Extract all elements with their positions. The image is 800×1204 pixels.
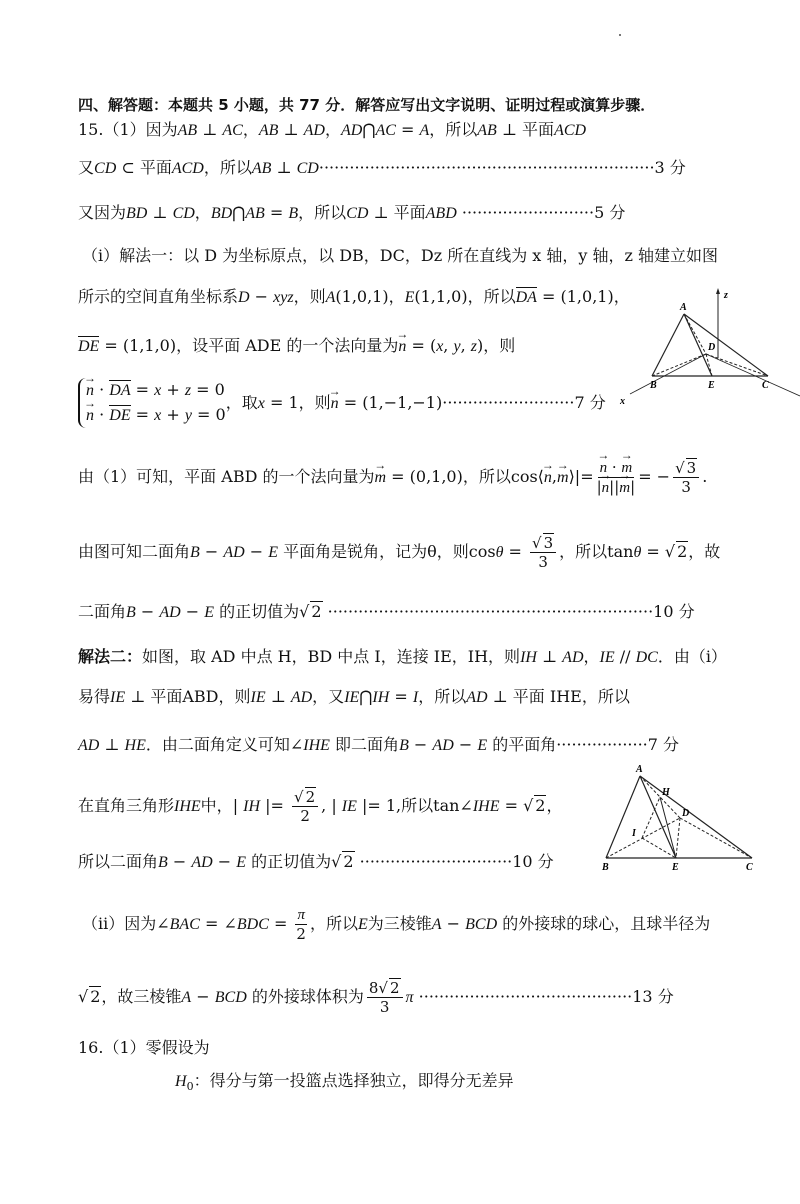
fig1-label-e: E — [708, 380, 715, 391]
section-heading: 四、解答题：本题共 5 小题，共 77 分．解答应写出文字说明、证明过程或演算步骤． — [78, 96, 656, 114]
q16-h0-line: $H_0$：得分与第一投篮点选择独立，即得分无差异 — [175, 1071, 514, 1094]
fig2-label-h: H — [662, 787, 670, 798]
fig2-label-d: D — [682, 808, 690, 819]
fig2-label-a: A — [636, 764, 643, 775]
q15-line2: 又CD ⊂ 平面ACD，所以AB ⊥ CD··································································3 分 — [78, 158, 686, 177]
q15-m2-line1: 解法二：如图，取 AD 中点 H，BD 中点 I，连接 IE，IH，则IH ⊥ AD，IE // DC．由（i） — [78, 647, 727, 666]
q15-tan-line: 二面角B − AD − E 的正切值为√ 2 ································································10 分 — [78, 602, 695, 621]
q16-line1: 16.（1）零假设为 — [78, 1038, 210, 1057]
fig2-label-i: I — [632, 828, 636, 839]
q15-so-line: 所以二面角B − AD − E 的正切值为√ 2 ······························10 分 — [78, 852, 554, 871]
q15-m2-line2: 易得IE ⊥ 平面ABD，则IE ⊥ AD，又IE⋂IH = I，所以AD ⊥ 平面 IHE，所以 — [78, 687, 630, 706]
fig1-label-z: z — [724, 290, 728, 301]
q15-i-line2: 所示的空间直角坐标系D − xyz，则A(1,0,1)，E(1,1,0)，所以DA = (1,0,1)， — [78, 287, 630, 306]
fig1-label-x: x — [620, 396, 625, 407]
tetrahedron-figure-2 — [596, 760, 760, 878]
q15-line3: 又因为BD ⊥ CD，BD⋂AB = B，所以CD ⊥ 平面ABD ··························5 分 — [78, 203, 626, 222]
q15-ii-line: （ii）因为∠BAC = ∠BDC = $\frac{\pi}{2}$ ，所以E为三棱锥A − BCD 的外接球的球心，且球半径为 — [82, 907, 711, 943]
tetrahedron-figure-1 — [612, 288, 800, 408]
fig1-label-a: A — [680, 302, 687, 313]
fig2-label-e: E — [672, 862, 679, 873]
q15-theta-line: 由图可知二面角B − AD − E 平面角是锐角，记为θ，则cosθ = $\frac{√ 3}{3}$ ，所以tanθ = √ 2，故 — [78, 534, 721, 571]
fig1-label-c: C — [762, 380, 769, 391]
q15-rt-line: 在直角三角形IHE中，| IH |= $\frac{√ 2}{2}$ , | IE |= 1,所以tan∠IHE = √ 2， — [78, 788, 563, 825]
q15-m2-line3: AD ⊥ HE．由二面角定义可知∠IHE 即二面角B − AD − E 的平面角··················7 分 — [78, 735, 680, 754]
fig2-label-b: B — [602, 862, 609, 873]
q15-system: → n · DA = x + z = 0 → n · DE = x + y = 0 ，取x = 1，则→ n = (1,−1,−1)··························7 分 — [78, 378, 606, 428]
fig2-label-c: C — [746, 862, 753, 873]
fig1-label-b: B — [650, 380, 657, 391]
q15-volume-line: √ 2，故三棱锥A − BCD 的外接球体积为 $\frac{8√ 2}{3}$ π ··········································13 分 — [78, 979, 674, 1016]
q15-cos-line: 由（1）可知，平面 ABD 的一个法向量为→ m = (0,1,0)，所以cos⟨→ n,→ m⟩|= → $\frac{n \cdot \to m}{|\to n||\to m|}$ = − $\frac{√ 3}{3}$ . — [78, 457, 707, 498]
fig1-label-d: D — [708, 342, 716, 353]
q15-line1: 15.（1）因为AB ⊥ AC，AB ⊥ AD，AD⋂AC = A，所以AB ⊥ 平面ACD — [78, 120, 587, 139]
q15-i-line1: （i）解法一：以 D 为坐标原点，以 DB，DC，Dz 所在直线为 x 轴，y 轴，z 轴建立如图 — [82, 246, 719, 265]
scan-dot — [619, 34, 621, 36]
q15-i-line3: DE = (1,1,0)，设平面 ADE 的一个法向量为→ n = (x, y, z)，则 — [78, 336, 515, 357]
